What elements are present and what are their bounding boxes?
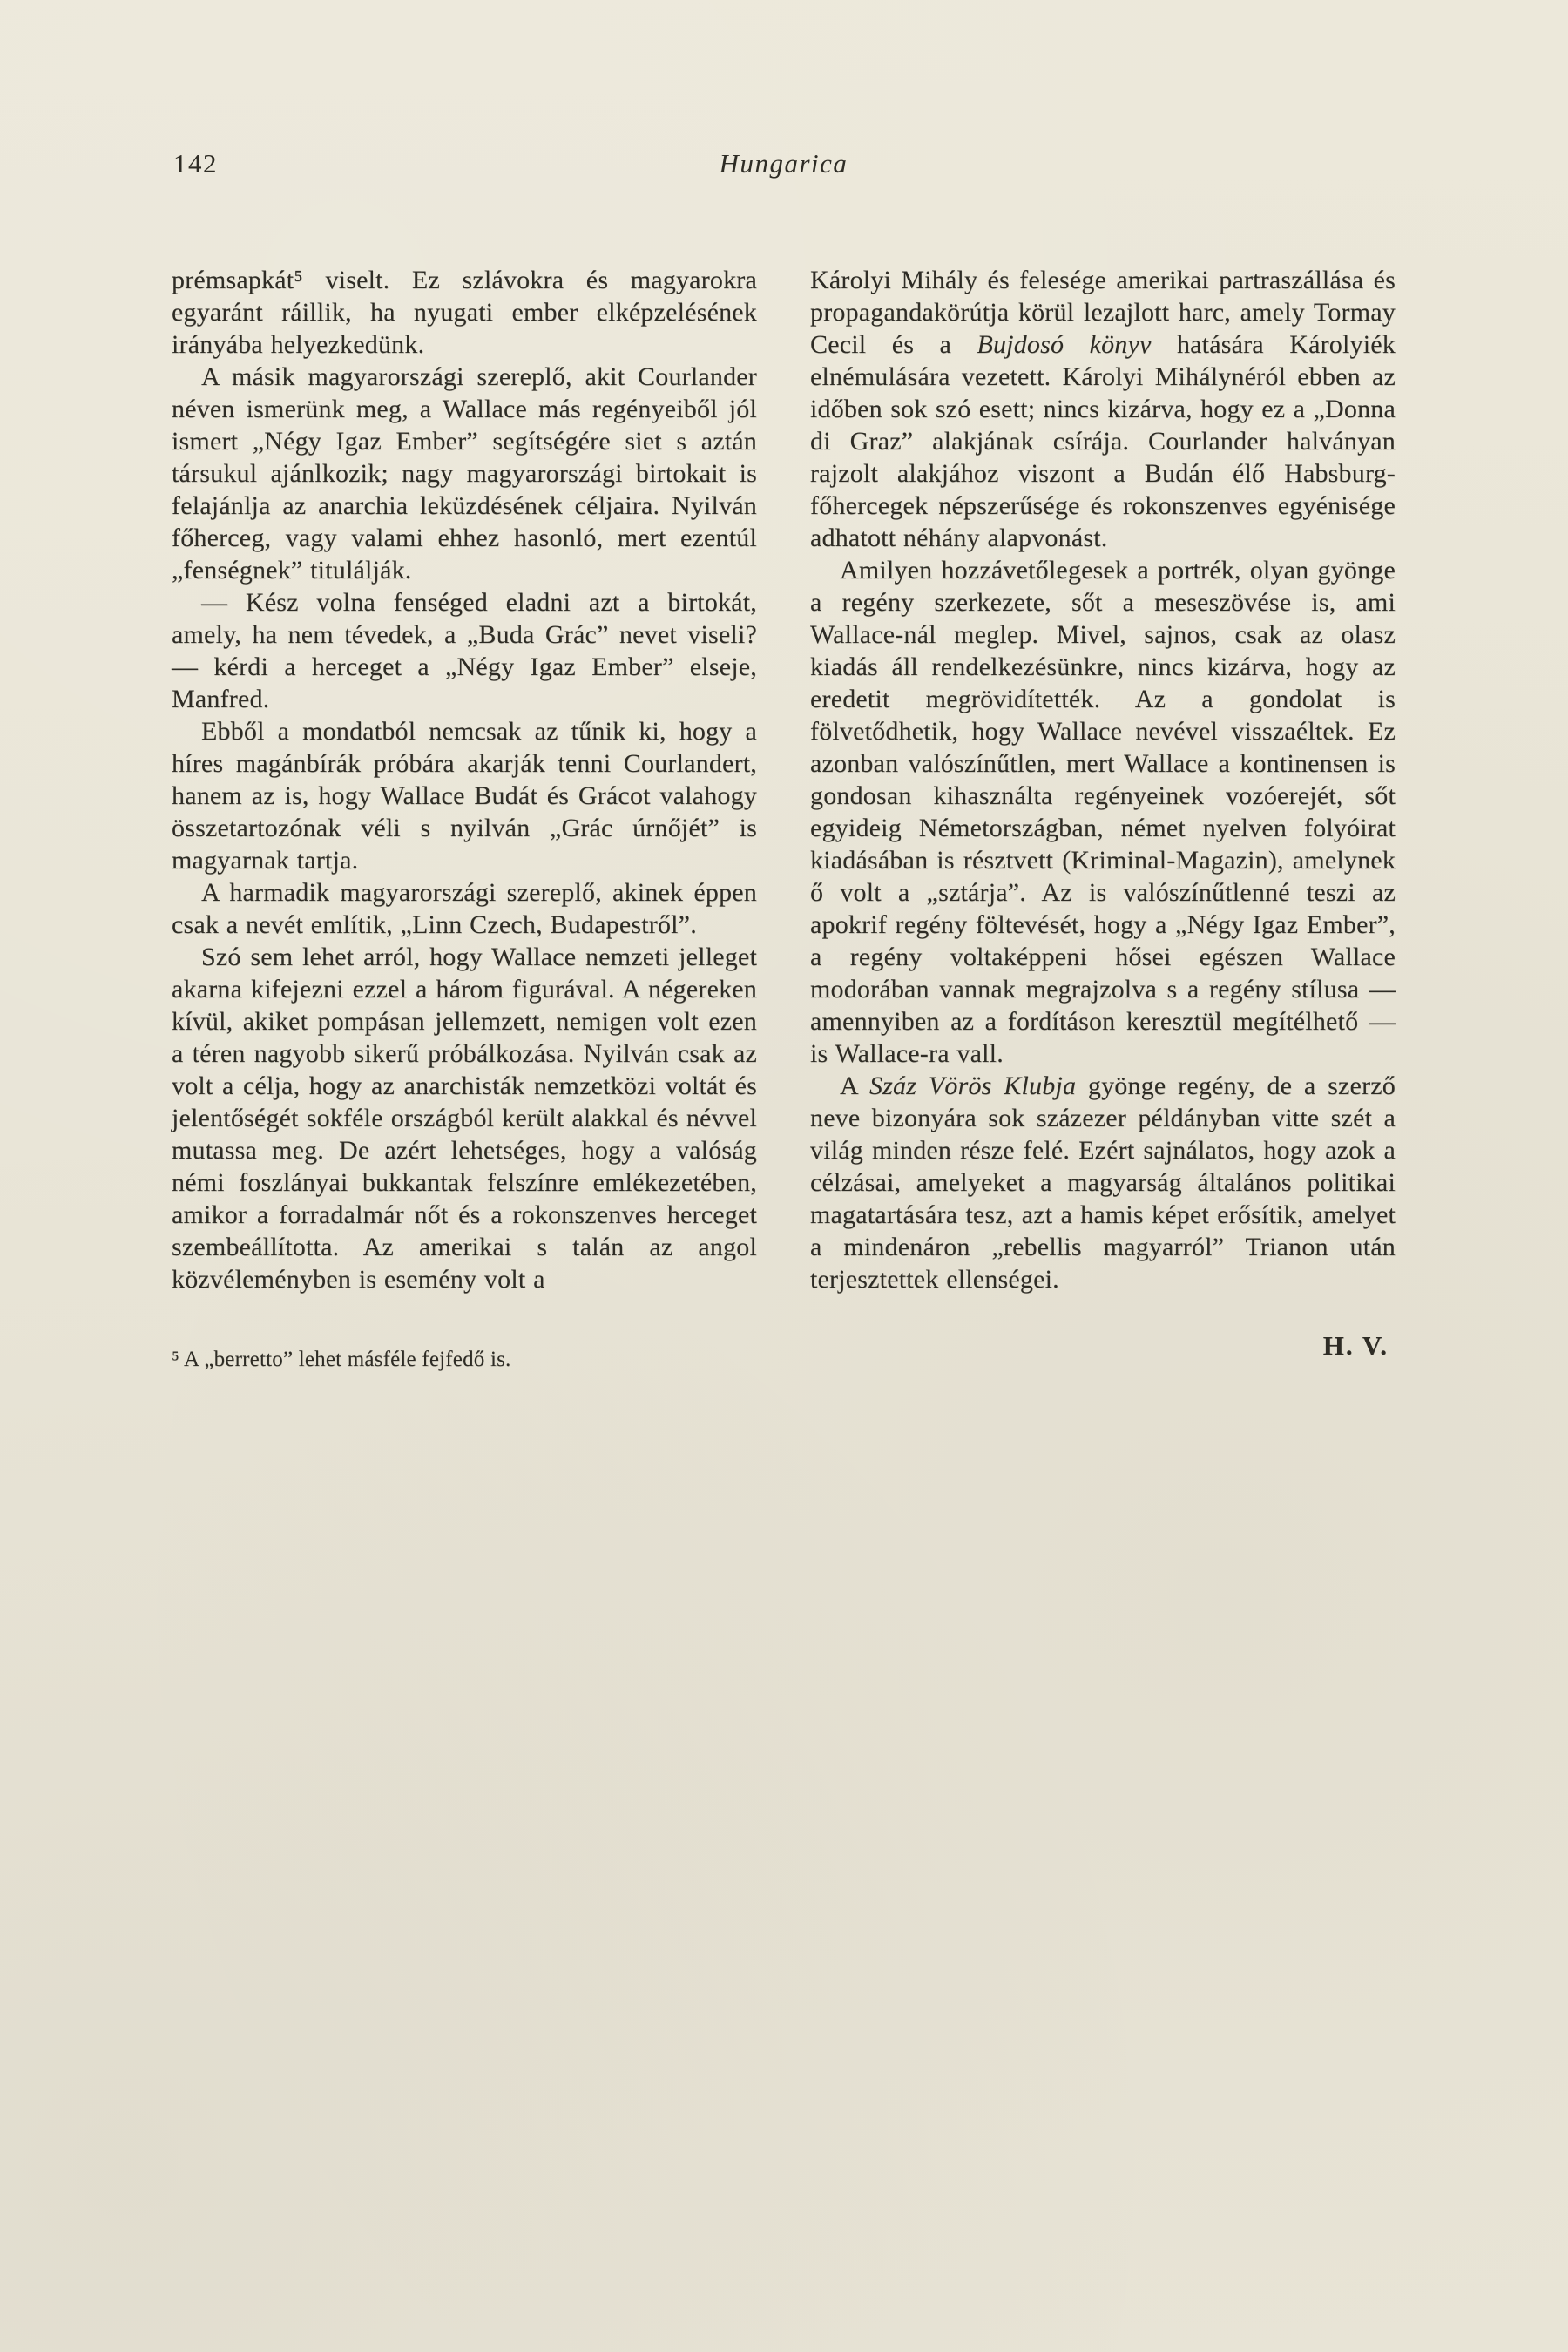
page-number: 142	[173, 148, 218, 179]
paragraph-text: gyönge regény, de a szerző neve bizonyára sok százezer példányban vitte szét a világ minden része felé. Ezért sajnálatos, hogy azok a célzásai, amelyeket a magyarság általános politikai magatartására tesz, azt a hamis képet erősítik, amelyet a mindenáron „rebellis magyarról” Trianon után terjesztettek ellenségei.	[810, 1071, 1396, 1294]
book-title-italic: Bujdosó könyv	[977, 330, 1152, 359]
running-title: Hungarica	[719, 148, 848, 179]
book-title-italic: Száz Vörös Klubja	[868, 1071, 1077, 1100]
paragraph	[810, 1070, 1396, 1295]
paragraph	[172, 941, 757, 1295]
paragraph	[172, 264, 757, 361]
paragraph-text: — Kész volna fenséged eladni azt a birtokát, amely, ha nem tévedek, a „Buda Grác” nevet viseli? — kérdi a herceget a „Négy Igaz Ember” elseje, Manfred.	[172, 588, 757, 713]
author-initials: H. V.	[1322, 1330, 1389, 1361]
paragraph	[810, 264, 1396, 554]
paragraph	[810, 554, 1396, 1070]
left-column	[172, 264, 757, 1373]
paragraph-text: Károlyi Mihály és felesége amerikai partraszállása és propagandakörútja körül lezajlott harc, amely Tormay Cecil és a	[810, 266, 1396, 359]
paragraph	[172, 876, 757, 941]
footnote	[172, 1346, 757, 1373]
paragraph-text: A másik magyarországi szereplő, akit Courlander néven ismerünk meg, a Wallace más regényeiből jól ismert „Négy Igaz Ember” segítségére siet s aztán társukul ajánlkozik; nagy magyarországi birtokait is felajánlja az anarchia leküzdésének céljaira. Nyilván főherceg, vagy valami ehhez hasonló, mert ezentúl „fenségnek” titulálják.	[172, 362, 757, 585]
text-columns	[172, 264, 1396, 1373]
paragraph-text: A harmadik magyarországi szereplő, akinek éppen csak a nevét említik, „Linn Czech, Budapestről”.	[172, 878, 757, 939]
paragraph	[172, 361, 757, 586]
paragraph-text: A	[840, 1071, 869, 1100]
page-header	[172, 148, 1396, 185]
paragraph-text: Ebből a mondatból nemcsak az tűnik ki, hogy a híres magánbírák próbára akarják tenni Courlandert, hanem az is, hogy Wallace Budát és Grácot valahogy összetartozónak véli s nyilván „Grác úrnőjét” is magyarnak tartja.	[172, 717, 757, 875]
paragraph	[172, 586, 757, 715]
paragraph-text: Szó sem lehet arról, hogy Wallace nemzeti jelleget akarna kifejezni ezzel a három figurával. A négereken kívül, akiket pompásan jellemzett, nemigen volt ezen a téren nagyobb sikerű próbálkozása. Nyilván csak az volt a célja, hogy az anarchisták nemzetközi voltát és jelentőségét sokféle országból került alakkal és névvel mutassa meg. De azért lehetséges, hogy a valóság némi foszlányai bukkantak felszínre emlékezetében, amikor a forradalmár nőt és a rokonszenves herceget szembeállította. Az amerikai s talán az angol közvéleményben is esemény volt a	[172, 943, 757, 1294]
paragraph-text: Amilyen hozzávetőlegesek a portrék, olyan gyönge a regény szerkezete, sőt a meseszövése is, ami Wallace-nál meglep. Mivel, sajnos, csak az olasz kiadás áll rendelkezésünkre, nincs kizárva, hogy az eredetit megrövidítették. Az a gondolat is fölvetődhetik, hogy Wallace nevével visszaéltek. Ez azonban valószínűtlen, mert Wallace a kontinensen is gondosan kihasználta regényeinek vozóerejét, sőt egyideig Németországban, német nyelven folyóirat kiadásában is résztvett (Kriminal-Magazin), amelynek ő volt a „sztárja”. Az is valószínűtlenné teszi az apokrif regény föltevését, hogy a „Négy Igaz Ember”, a regény voltaképpeni hősei egészen Wallace modorában vannak megrajzolva s a regény stílusa — amennyiben az a fordításon keresztül megítélhető — is Wallace-ra vall.	[810, 556, 1396, 1068]
paragraph-text: prémsapkát⁵ viselt. Ez szlávokra és magyarokra egyaránt ráillik, ha nyugati ember elképzelésének irányába helyezkedünk.	[172, 266, 757, 359]
paragraph-text: hatására Károlyiék elnémulására vezetett. Károlyi Mihálynéról ebben az időben sok szó esett; nincs kizárva, hogy ez a „Donna di Graz” alakjának csírája. Courlander halványan rajzolt alakjához viszont a Budán élő Habsburg-főhercegek népszerűsége és rokonszenves egyénisége adhatott néhány alapvonást.	[810, 330, 1396, 552]
footnote-text: ⁵ A „berretto” lehet másféle fejfedő is.	[172, 1348, 511, 1371]
paragraph	[172, 715, 757, 876]
right-column	[810, 264, 1396, 1373]
